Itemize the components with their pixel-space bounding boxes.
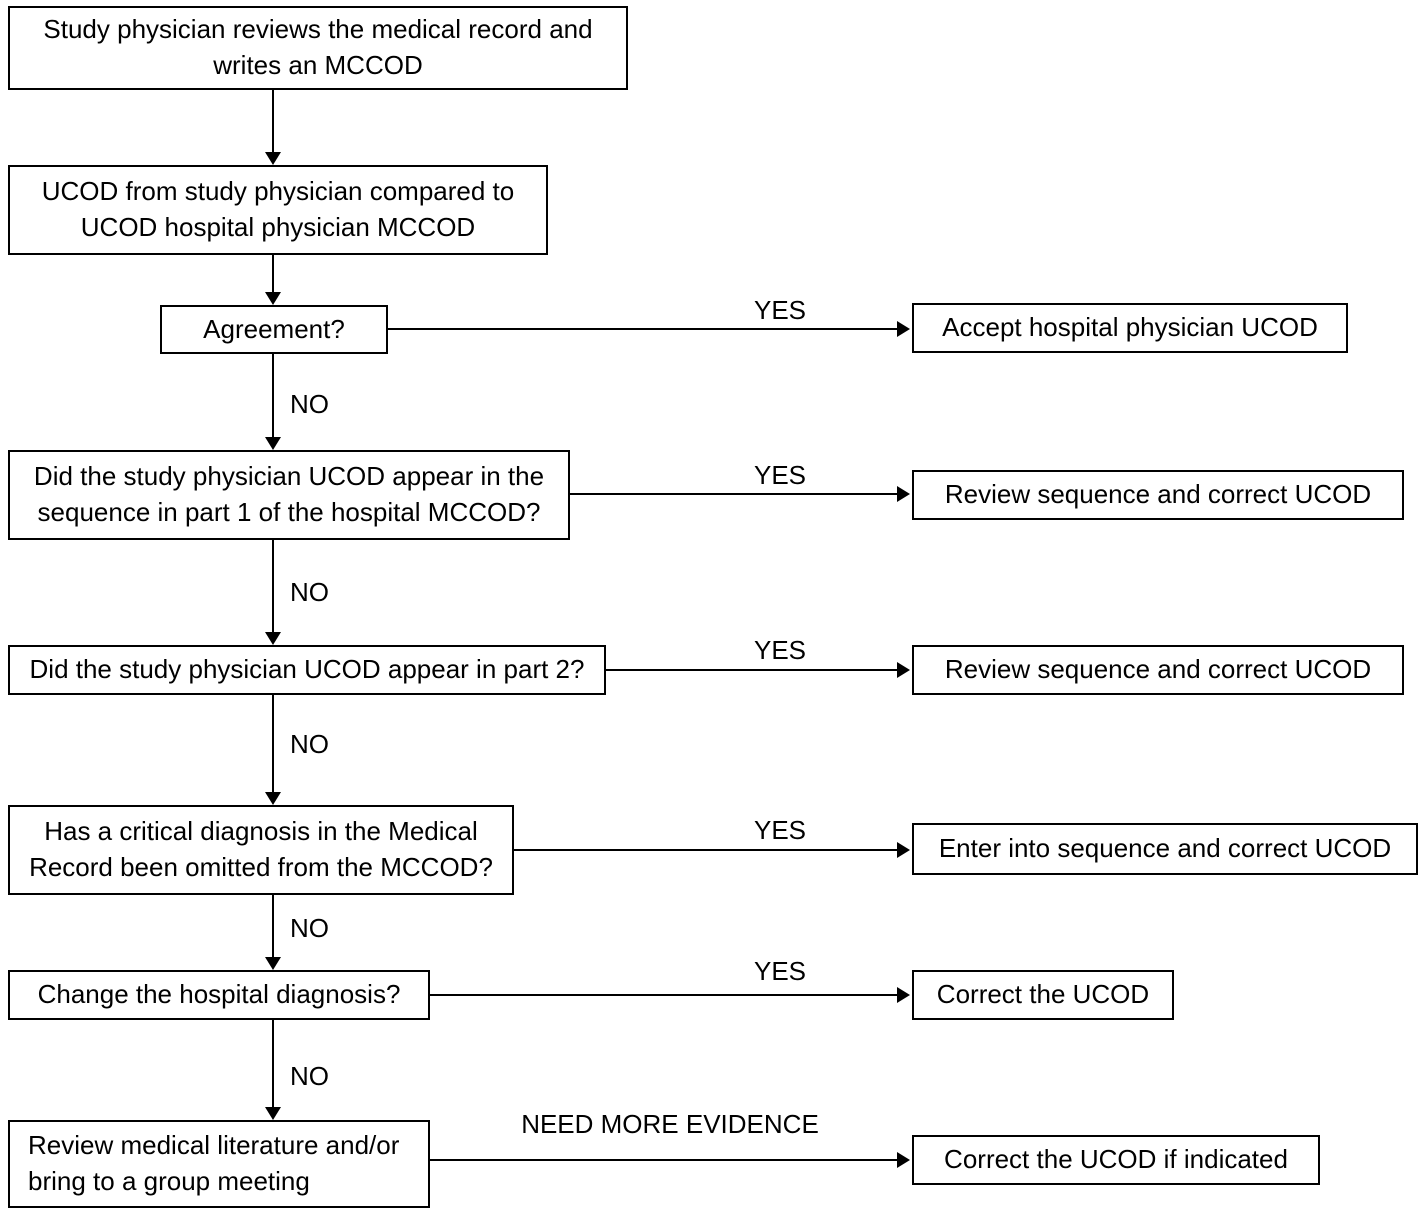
arrow-shaft — [430, 994, 898, 996]
node-label: Accept hospital physician UCOD — [942, 312, 1318, 343]
edge-label-yes-1: YES — [753, 295, 807, 325]
node-study-physician-reviews — [8, 6, 628, 90]
node-review-sequence-correct-2 — [912, 645, 1404, 695]
edge-label-no-1: NO — [290, 389, 329, 419]
arrowhead-right-icon — [897, 321, 910, 337]
node-part2-decision — [8, 645, 606, 695]
arrow-shaft — [388, 328, 898, 330]
arrowhead-right-icon — [897, 842, 910, 858]
node-enter-sequence-correct — [912, 823, 1418, 875]
arrow-shaft — [272, 90, 274, 153]
node-agreement-decision — [160, 305, 388, 354]
node-label: Agreement? — [203, 313, 345, 344]
node-label: Review sequence and correct UCOD — [944, 479, 1372, 510]
arrow-shaft — [430, 1159, 898, 1161]
node-label: Review medical literature and/or bring to a group meeting — [28, 1130, 400, 1196]
arrowhead-right-icon — [897, 662, 910, 678]
arrowhead-right-icon — [897, 486, 910, 502]
arrowhead-down-icon — [265, 792, 281, 805]
node-label: Correct the UCOD — [936, 979, 1150, 1010]
node-label: Change the hospital diagnosis? — [37, 979, 401, 1010]
edge-label-yes-4: YES — [753, 815, 807, 845]
node-correct-ucod-if-indicated — [912, 1135, 1320, 1185]
edge-label-need-more-evidence: NEED MORE EVIDENCE — [521, 1109, 819, 1139]
node-correct-ucod — [912, 970, 1174, 1020]
node-ucod-comparison — [8, 165, 548, 255]
arrowhead-down-icon — [265, 1107, 281, 1120]
arrowhead-right-icon — [897, 1152, 910, 1168]
arrowhead-down-icon — [265, 152, 281, 165]
node-label: Review sequence and correct UCOD — [944, 654, 1372, 685]
arrowhead-down-icon — [265, 292, 281, 305]
edge-label-no-4: NO — [290, 913, 329, 943]
edge-label-yes-2: YES — [753, 460, 807, 490]
arrow-shaft — [570, 493, 898, 495]
edge-label-no-5: NO — [290, 1061, 329, 1091]
node-label: Did the study physician UCOD appear in the sequence in part 1 of the hospital MCCOD? — [33, 461, 545, 527]
arrow-shaft — [514, 849, 898, 851]
node-review-literature — [8, 1120, 430, 1208]
node-label: Did the study physician UCOD appear in part 2? — [29, 654, 585, 685]
node-review-sequence-correct-1 — [912, 470, 1404, 520]
node-label: Enter into sequence and correct UCOD — [938, 833, 1392, 864]
arrowhead-down-icon — [265, 957, 281, 970]
edge-label-no-2: NO — [290, 577, 329, 607]
edge-label-no-3: NO — [290, 729, 329, 759]
arrow-shaft — [606, 669, 898, 671]
arrowhead-down-icon — [265, 632, 281, 645]
node-part1-decision — [8, 450, 570, 540]
node-critical-diagnosis-decision — [8, 805, 514, 895]
node-label: Study physician reviews the medical record and writes an MCCOD — [43, 14, 593, 80]
arrow-shaft — [272, 1020, 274, 1108]
node-label: Has a critical diagnosis in the Medical Record been omitted from the MCCOD? — [29, 816, 493, 882]
arrow-shaft — [272, 695, 274, 793]
node-accept-hospital-ucod — [912, 303, 1348, 353]
node-label: UCOD from study physician compared to UCOD hospital physician MCCOD — [41, 176, 515, 242]
arrow-shaft — [272, 354, 274, 438]
arrow-shaft — [272, 895, 274, 958]
edge-label-yes-5: YES — [753, 956, 807, 986]
edge-label-yes-3: YES — [753, 635, 807, 665]
arrow-shaft — [272, 540, 274, 633]
arrowhead-down-icon — [265, 437, 281, 450]
node-change-diagnosis-decision — [8, 970, 430, 1020]
node-label: Correct the UCOD if indicated — [944, 1144, 1288, 1175]
arrow-shaft — [272, 255, 274, 293]
arrowhead-right-icon — [897, 987, 910, 1003]
